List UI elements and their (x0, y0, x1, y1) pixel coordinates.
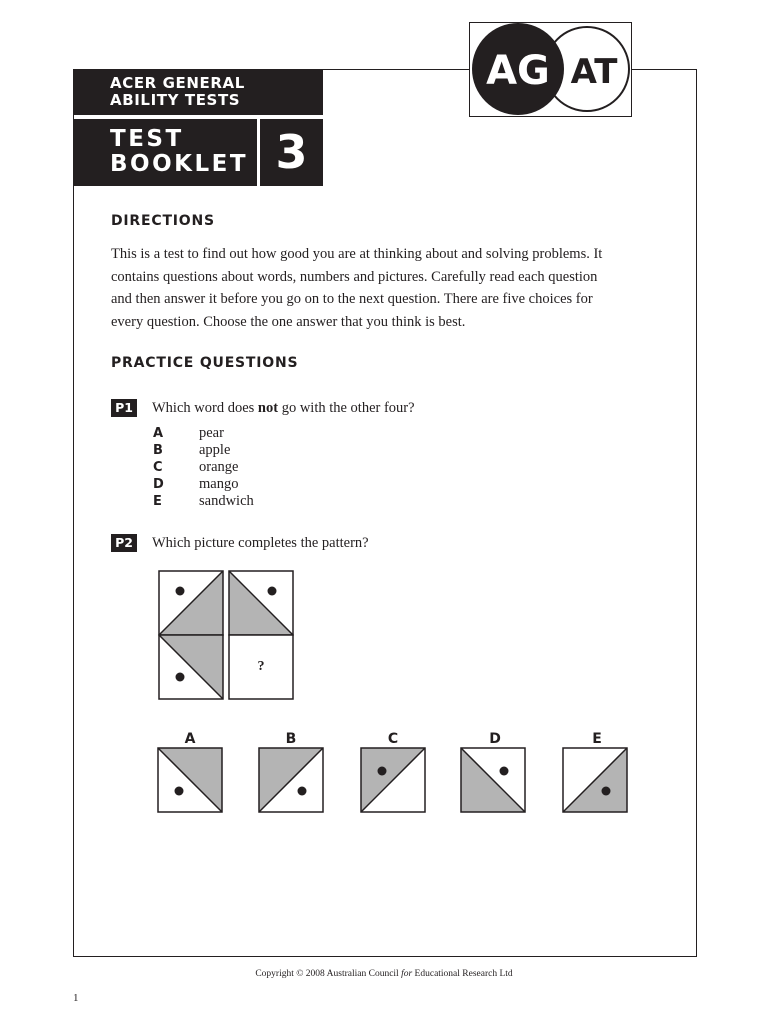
question-text-p2: Which picture completes the pattern? (152, 535, 369, 551)
answer-label-b: B (285, 731, 297, 747)
question-number-p1: P1 (111, 399, 137, 417)
option-text: sandwich (199, 493, 254, 509)
answer-option-e[interactable] (562, 747, 628, 813)
question-text-p1 (152, 399, 415, 417)
answer-label-c: C (387, 731, 399, 747)
option-b[interactable] (153, 442, 353, 459)
booklet-title (73, 119, 257, 186)
option-e[interactable] (153, 493, 353, 510)
pattern-cell-bottom-left (158, 634, 224, 700)
directions-line: and then answer it before you go on to the next question. There are five choices for (111, 291, 593, 307)
answer-option-a[interactable] (157, 747, 223, 813)
option-letter: A (153, 426, 164, 441)
question-text-part: go with the other four? (278, 400, 415, 416)
pattern-cell-top-left (158, 570, 224, 636)
copyright-part: Educational Research Ltd (412, 969, 513, 979)
agat-logo (469, 22, 632, 117)
series-line-2: ABILITY TESTS (110, 91, 241, 109)
answer-label-d: D (489, 731, 501, 747)
option-text: orange (199, 459, 239, 475)
option-text: pear (199, 425, 224, 441)
pattern-cell-missing (228, 634, 294, 700)
copyright-notice (0, 969, 768, 979)
booklet-number: 3 (260, 119, 323, 186)
option-text: mango (199, 476, 239, 492)
test-series-banner (73, 69, 323, 115)
answer-label-a: A (184, 731, 196, 747)
option-letter: C (153, 460, 163, 475)
directions-heading: DIRECTIONS (111, 213, 215, 229)
answer-label-e: E (592, 731, 602, 747)
answer-option-b[interactable] (258, 747, 324, 813)
logo-right-text: AT (570, 52, 618, 92)
logo-left-text: AG (486, 48, 550, 94)
directions-line: contains questions about words, numbers and pictures. Carefully read each question (111, 268, 598, 285)
missing-mark: ? (257, 659, 265, 674)
page-frame (73, 69, 697, 957)
question-text-emphasis: not (257, 400, 279, 416)
option-a[interactable] (153, 425, 353, 442)
series-line-1: ACER GENERAL (110, 74, 245, 92)
option-text: apple (199, 442, 231, 458)
directions-text (111, 243, 671, 333)
directions-line: every question. Choose the one answer that you think is best. (111, 313, 466, 330)
booklet-line-2: BOOKLET (110, 151, 249, 177)
option-letter: E (153, 494, 162, 509)
copyright-italic: for (401, 969, 413, 979)
option-c[interactable] (153, 459, 353, 476)
pattern-cell-top-right (228, 570, 294, 636)
page-number: 1 (73, 992, 79, 1004)
option-letter: D (153, 477, 164, 492)
question-number-p2: P2 (111, 534, 137, 552)
option-letter: B (153, 443, 163, 458)
option-d[interactable] (153, 476, 353, 493)
answer-option-c[interactable] (360, 747, 426, 813)
booklet-line-1: TEST (110, 126, 184, 152)
answer-option-d[interactable] (460, 747, 526, 813)
practice-heading: PRACTICE QUESTIONS (111, 355, 299, 371)
directions-line: This is a test to find out how good you are at thinking about and solving problems. It (111, 246, 603, 262)
question-text-part: Which word does (152, 400, 258, 416)
p1-options (153, 425, 353, 510)
copyright-part: Copyright © 2008 Australian Council (255, 969, 402, 979)
